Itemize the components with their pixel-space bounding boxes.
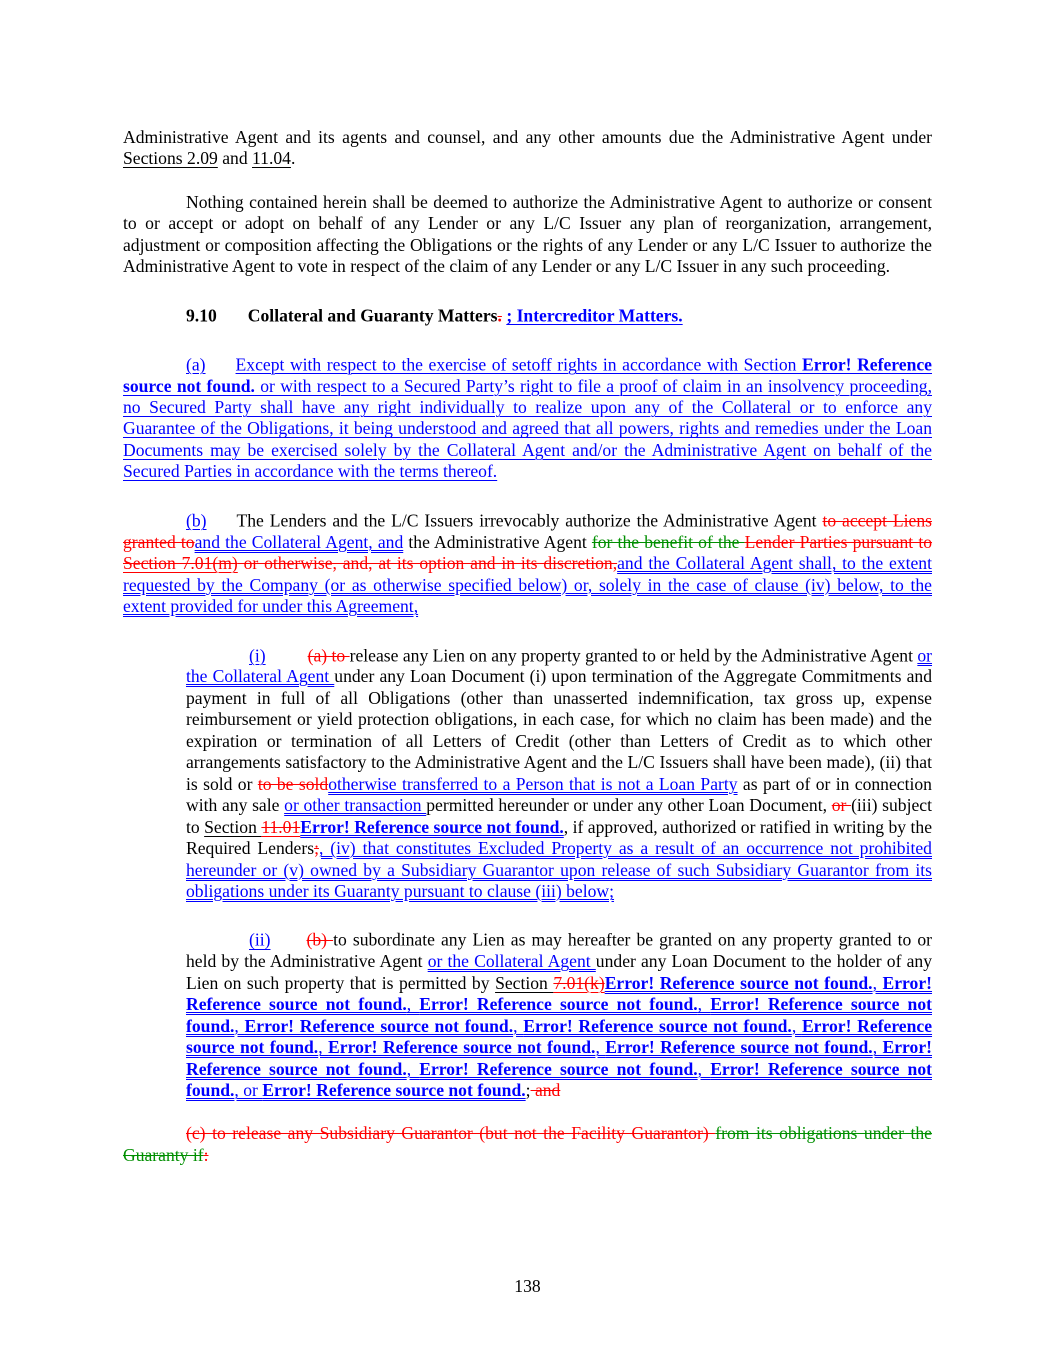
text-run: Collateral and Guaranty Matters [247, 305, 498, 326]
text-run: Section [495, 972, 554, 993]
text-run: , [697, 1058, 711, 1079]
tab-spacer [266, 640, 308, 661]
text-run: ; [314, 838, 319, 859]
text-run: or [831, 795, 852, 816]
text-run: and the Collateral Agent, and [194, 531, 404, 552]
page-number: 138 [514, 1276, 541, 1296]
text-run: or other transaction [284, 795, 427, 816]
paragraph-a [123, 349, 932, 483]
text-run: . [497, 305, 502, 326]
text-run: , [872, 1037, 883, 1058]
paragraph-admin-agent-fees [123, 127, 932, 170]
text-run: Error! Reference source not found. [186, 972, 933, 1015]
text-run: as part of or in connection with any sale [186, 773, 932, 816]
text-run: permitted hereunder or under any other Loan Document, [426, 795, 832, 816]
text-run: (b) [306, 929, 334, 950]
text-run: to subordinate any Lien as may hereafter be granted on any property granted to or held by the Administrative Agent [186, 929, 932, 972]
text-run: under any Loan Document to the holder of any Lien on such property that is permitted by [186, 951, 932, 993]
text-run: , or [234, 1080, 263, 1101]
text-run: Error! Reference source not found. [262, 1080, 526, 1101]
text-run: (iii) subject to [186, 795, 932, 837]
text-run: Lender Parties pursuant to [744, 531, 933, 552]
section-heading-9-10 [123, 300, 932, 327]
text-run: Error! Reference source not found. [328, 1037, 596, 1058]
text-run: , [234, 1015, 245, 1036]
text-run: , [595, 1037, 606, 1058]
paragraph-b-ii [186, 924, 932, 1101]
text-run: (a) [186, 354, 206, 375]
text-run: 9.10 [186, 305, 217, 326]
text-run: Nothing contained herein shall be deemed to authorize the Administrative Agent to authorize or consent to or accept or adopt on behalf of any Lender or any L/C Issuer any plan of reorganization, arrangement, adjustment or composition affecting the Obligations or the rights of any Lender or any L/C Issuer to authorize the Administrative Agent to vote in respect of the claim of any Lender or any L/C Issuer in any such proceeding. [123, 191, 932, 277]
text-run: , [406, 994, 420, 1015]
text-run: otherwise transferred to a Person that is not a Loan Party [328, 773, 738, 794]
text-run: Error! Reference source not found. [604, 972, 873, 993]
text-run: or the Collateral Agent [427, 951, 596, 972]
text-run: 11.01 [261, 816, 301, 837]
tab-spacer [206, 349, 236, 370]
text-run: ; Intercreditor Matters. [506, 305, 683, 326]
text-run: , (iv) that constitutes Excluded Property as a result of an occurrence not prohibited hereunder or (v) owned by a Subsidiary Guarantor upon release of such Subsidiary Guarantor from its obligations under its Guaranty pursuant to clause (iii) below; [186, 838, 932, 901]
text-run: Section 7.01(m) [123, 553, 238, 574]
text-run: Error! Reference source not found. [186, 1015, 933, 1058]
text-run: , [318, 1037, 329, 1058]
text-run: , [697, 994, 711, 1015]
paragraph-b-i [186, 640, 932, 903]
text-run: Error! Reference source not found. [419, 1058, 698, 1079]
text-run: , [872, 972, 883, 993]
text-run: Error! Reference source not found. [186, 1058, 932, 1101]
text-run: Error! Reference source not found. [244, 1015, 514, 1036]
text-run: Error! Reference source not found. [605, 1037, 873, 1058]
text-run: The Lenders and the L/C Issuers irrevocably authorize the Administrative Agent [236, 510, 823, 531]
text-run: or otherwise, and, at its option and in its discretion, [237, 553, 618, 574]
text-run: and [217, 148, 253, 169]
text-run: Sections 2.09 [123, 148, 218, 169]
text-run: (a) to [307, 644, 350, 665]
text-run: (b) [186, 510, 207, 531]
text-run: : [203, 1144, 209, 1165]
text-run: (c) to release any Subsidiary Guarantor (but not the Facility Guarantor) [186, 1123, 716, 1144]
text-run: Error! Reference source not found. [186, 1037, 932, 1079]
text-run: Error! Reference source not found. [300, 816, 564, 837]
text-run: under any Loan Document (i) upon termination of the Aggregate Commitments and payment in full of all Obligations (other than unasserted indemnification, tax gross up, expense reimbursement or yield protection obligations, in each case, for which no claim has been made) and the expiration or termination of all Letters of Credit (other than Letters of Credit as to which other arrangements satisfactory to the Administrative Agent and the L/C Issuers shall have been made), (ii) that is sold or [186, 666, 932, 794]
text-run: Error! Reference source not found. [523, 1015, 792, 1036]
text-run: for the benefit of the [591, 531, 745, 552]
text-run: release any Lien on any property granted to or held by the Administrative Agent [349, 644, 918, 665]
text-run: to be sold [257, 773, 329, 794]
text-run: (i) [249, 644, 266, 665]
text-run: Error! Reference source not found. [419, 994, 698, 1015]
text-run: . [290, 148, 296, 169]
text-run: , if approved, authorized or ratified in writing by the Required Lenders [186, 816, 933, 859]
document-body [123, 127, 932, 1188]
tab-spacer [271, 924, 307, 945]
text-run: ; [525, 1080, 531, 1101]
text-run: or with respect to a Secured Party’s right to file a proof of claim in an insolvency proceeding, no Secured Party shall have any right individually to realize upon any of the Collateral or to enforce any Guarantee of the Obligations, it being understood and agreed that all powers, rights and remedies under the Loan Documents may be exercised solely by the Collateral Agent and/or the Administrative Agent on behalf of the Secured Parties in accordance with the terms thereof. [123, 375, 932, 482]
paragraph-c [123, 1123, 932, 1166]
text-run: from its obligations under the Guaranty if [123, 1123, 932, 1165]
text-run: , [513, 1015, 524, 1036]
text-run: 7.01(k) [553, 972, 605, 993]
text-run: Except with respect to the exercise of setoff rights in accordance with Section [235, 354, 803, 375]
text-run: Administrative Agent and its agents and counsel, and any other amounts due the Administrative Agent under [123, 127, 932, 147]
paragraph-nothing-contained [123, 192, 932, 278]
tab-spacer [207, 505, 237, 526]
text-run: , [406, 1058, 420, 1079]
text-run: Error! Reference source not found. [186, 994, 932, 1036]
text-run: or the Collateral Agent [186, 644, 933, 687]
paragraph-b [123, 505, 932, 618]
text-run: , [791, 1015, 802, 1036]
text-run: and the Collateral Agent shall, to the extent requested by the Company (or as otherwise specified below) or, solely in the case of clause (iv) below, to the extent provided for under this Agreement, [123, 553, 932, 617]
text-run: the Administrative Agent [403, 531, 592, 552]
text-run: to accept Liens granted to [123, 510, 932, 552]
text-run: and [530, 1080, 561, 1101]
text-run: (ii) [249, 929, 271, 950]
text-run: Error! Reference source not found. [123, 354, 932, 396]
tab-spacer [217, 300, 248, 321]
text-run: Section [204, 816, 262, 837]
text-run: 11.04 [252, 148, 291, 169]
